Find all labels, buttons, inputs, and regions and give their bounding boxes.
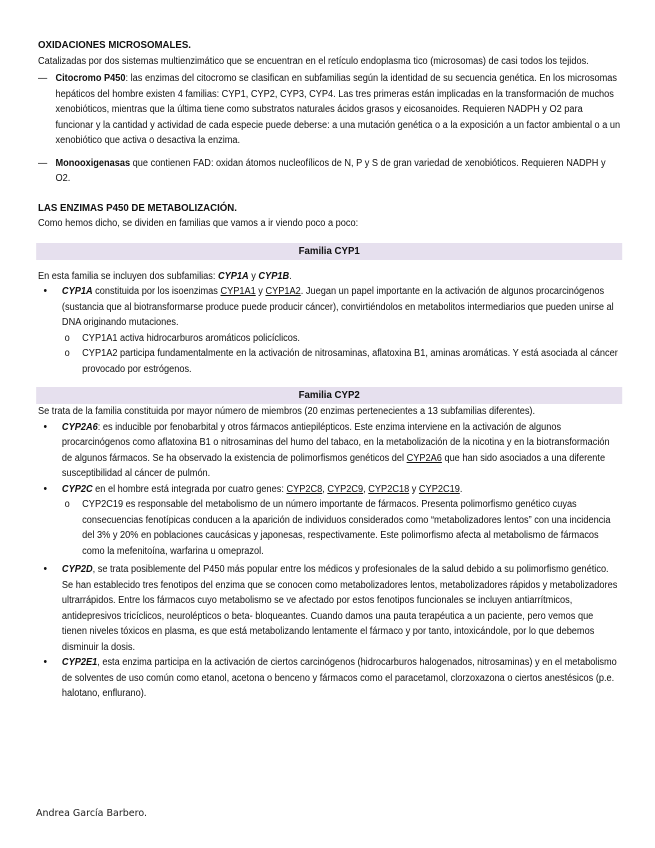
term: CYP1A <box>61 286 93 297</box>
underlined-term: CYP2C18 <box>368 483 410 495</box>
text: : es inducible por fenobarbital y otros fármacos antiepilépticos. Este enzima interviene en la activación de algunos procarcinógenos como aflatoxina B1 o nitrosaminas del humo del tabaco, en la metabolización de la nicotina y en la biotransformación de algunos fármacos. Se ha observado la existencia de polimorfismos genéticos del <box>61 421 610 464</box>
sub-list-item <box>62 497 620 559</box>
sub-list-item <box>62 346 620 377</box>
term: Monooxigenasas <box>55 157 131 169</box>
term: CYP1B <box>258 270 290 282</box>
text: , <box>363 483 369 495</box>
underlined-term: CYP1A1 <box>220 286 256 297</box>
term: CYP2D <box>61 564 93 575</box>
footer-author: Andrea García Barbero. <box>36 808 147 819</box>
term: CYP2E1 <box>61 657 98 668</box>
text: . <box>459 483 463 495</box>
paragraph: Catalizadas por dos sistemas multienzimático que se encuentran en el retículo endoplasma tico (microsomas) de casi todos los tejidos. <box>38 55 589 67</box>
sub-list <box>62 497 620 559</box>
text: , esta enzima participa en la activación de ciertos carcinógenos (hidrocarburos halogenados, nitrosaminas) y en el metabolismo de solventes de uso común como etanol, acetona o benceno y fármacos como el paracetamol, clorzoxazona o ciertos anestésicos (p.e. halotano, enflurano). <box>61 657 617 699</box>
document-page <box>38 38 620 702</box>
bullet-marker: • <box>43 563 48 575</box>
sub-list <box>62 331 620 378</box>
text: que han sido asociados a una diferente susceptibilidad al cáncer de pulmón. <box>61 452 606 479</box>
paragraph <box>38 269 620 285</box>
bullet-marker: • <box>43 482 48 495</box>
bullet-marker: • <box>43 656 48 668</box>
text: CYP2C19 es responsable del metabolismo de un número importante de fármacos. Presenta polimorfismo genético cuyas consecuencias fenotípicas conducen a la aparición de individuos considerados como “metabolizadores lentos” con una incidencia del 3% y 20% en poblaciones caucásicas y japonesas, respectivamente. Este polimorfismo afecta al metabolismo de fármacos como la mefenitoína, warfarina u omeprazol. <box>82 499 611 557</box>
list-item <box>38 562 620 655</box>
bullet-list <box>38 284 620 377</box>
text: CYP1A1 activa hidrocarburos aromáticos policíclicos. <box>82 332 300 344</box>
underlined-term: CYP2C9 <box>327 483 364 495</box>
underlined-term: CYP2A6 <box>406 452 442 464</box>
text: y <box>409 483 419 495</box>
sub-list-item <box>62 331 620 347</box>
text: y <box>255 286 266 297</box>
dash-item-text <box>55 71 620 149</box>
dash-item-text <box>55 156 620 187</box>
sub-bullet-marker: o <box>64 499 70 510</box>
document-body <box>38 38 620 702</box>
dash-item <box>38 156 620 187</box>
text: . Juegan un papel importante en la activación de algunos procarcinógenos (sustancia que al biotransformarse produce puede producir cáncer), convirtiéndolos en metabolitos intermediarios que pueden unirse al DNA originando mutaciones. <box>61 286 614 328</box>
term: CYP2C <box>61 483 93 495</box>
dash-marker: — <box>38 157 48 169</box>
text: En esta familia se incluyen dos subfamilias: <box>38 270 219 282</box>
term: Citocromo P450 <box>55 73 126 84</box>
text: , <box>322 483 328 495</box>
list-item <box>38 482 620 560</box>
paragraph: Se trata de la familia constituida por mayor número de miembros (20 enzimas pertenecientes a 13 subfamilias diferentes). <box>38 406 536 417</box>
family-header-cyp1: Familia CYP1 <box>36 243 622 260</box>
dash-item <box>38 71 620 149</box>
text: en el hombre está integrada por cuatro genes: <box>92 483 287 495</box>
text: y <box>248 270 259 282</box>
family-header-cyp2: Familia CYP2 <box>36 387 622 404</box>
underlined-term: CYP2C19 <box>418 483 460 495</box>
underlined-term: CYP1A2 <box>265 286 301 297</box>
text: constituida por los isoenzimas <box>92 286 221 297</box>
section-title: OXIDACIONES MICROSOMALES. <box>38 39 191 51</box>
text: : las enzimas del citocromo se clasifican en subfamilias según la identidad de su secuencia genética. En los microsomas hepáticos del hombre existen 4 familias: CYP1, CYP2, CYP3, CYP4. Las tres primeras están implicadas en la transformación de muchos xenobióticos, mientras que la última tiene como substratos naturales ácidos grasos y eicosanoides. Requieren NADPH y O2 para funcionar y la cantidad y actividad de cada especie puede deberse: a una mutación genética o a la exposición a un factor ambiental o a un xenobiótico que activa o desactiva la enzima. <box>55 73 621 146</box>
section-title: LAS ENZIMAS P450 DE METABOLIZACIÓN. <box>38 201 237 214</box>
bullet-marker: • <box>43 285 48 297</box>
list-item <box>38 284 620 377</box>
text: , se trata posiblemente del P450 más popular entre los médicos y profesionales de la salud debido a su polimorfismo genético. Se han establecido tres fenotipos del enzima que se conocen como metabolizadores lentos, metabolizadores rápidos y metabolizadores ultrarrápidos. Entre los fármacos cuyo metabolismo se ve afectado por estos fenotipos funcionales se incluyen antiarrítmicos, antidepresivos tricíclicos, neurolépticos o beta- bloqueantes. Cuando damos una pauta terapéutica a un paciente, pero vemos que tienen niveles tóxicos en plasma, es que está metabolizando lentamente el fármaco y por tanto, intoxicándole, por lo que debemos disminuir la dosis. <box>61 564 618 653</box>
sub-bullet-marker: o <box>64 332 70 344</box>
underlined-term: CYP2C8 <box>286 483 323 495</box>
list-item <box>38 655 620 702</box>
paragraph: Como hemos dicho, se dividen en familias que vamos a ir viendo poco a poco: <box>38 218 359 229</box>
term: CYP2A6 <box>61 421 98 433</box>
term: CYP1A <box>218 270 249 282</box>
text: que contienen FAD: oxidan átomos nucleofílicos de N, P y S de gran variedad de xenobióticos. Requieren NADPH y O2. <box>55 157 606 184</box>
sub-bullet-marker: o <box>64 348 70 359</box>
bullet-list <box>38 420 620 702</box>
text: . <box>289 270 292 282</box>
bullet-marker: • <box>43 420 48 433</box>
list-item <box>38 420 620 482</box>
text: CYP1A2 participa fundamentalmente en la activación de nitrosaminas, aflatoxina B1, aminas aromáticas. Y está asociada al cáncer provocado por estrógenos. <box>82 348 618 375</box>
dash-marker: — <box>38 73 48 84</box>
